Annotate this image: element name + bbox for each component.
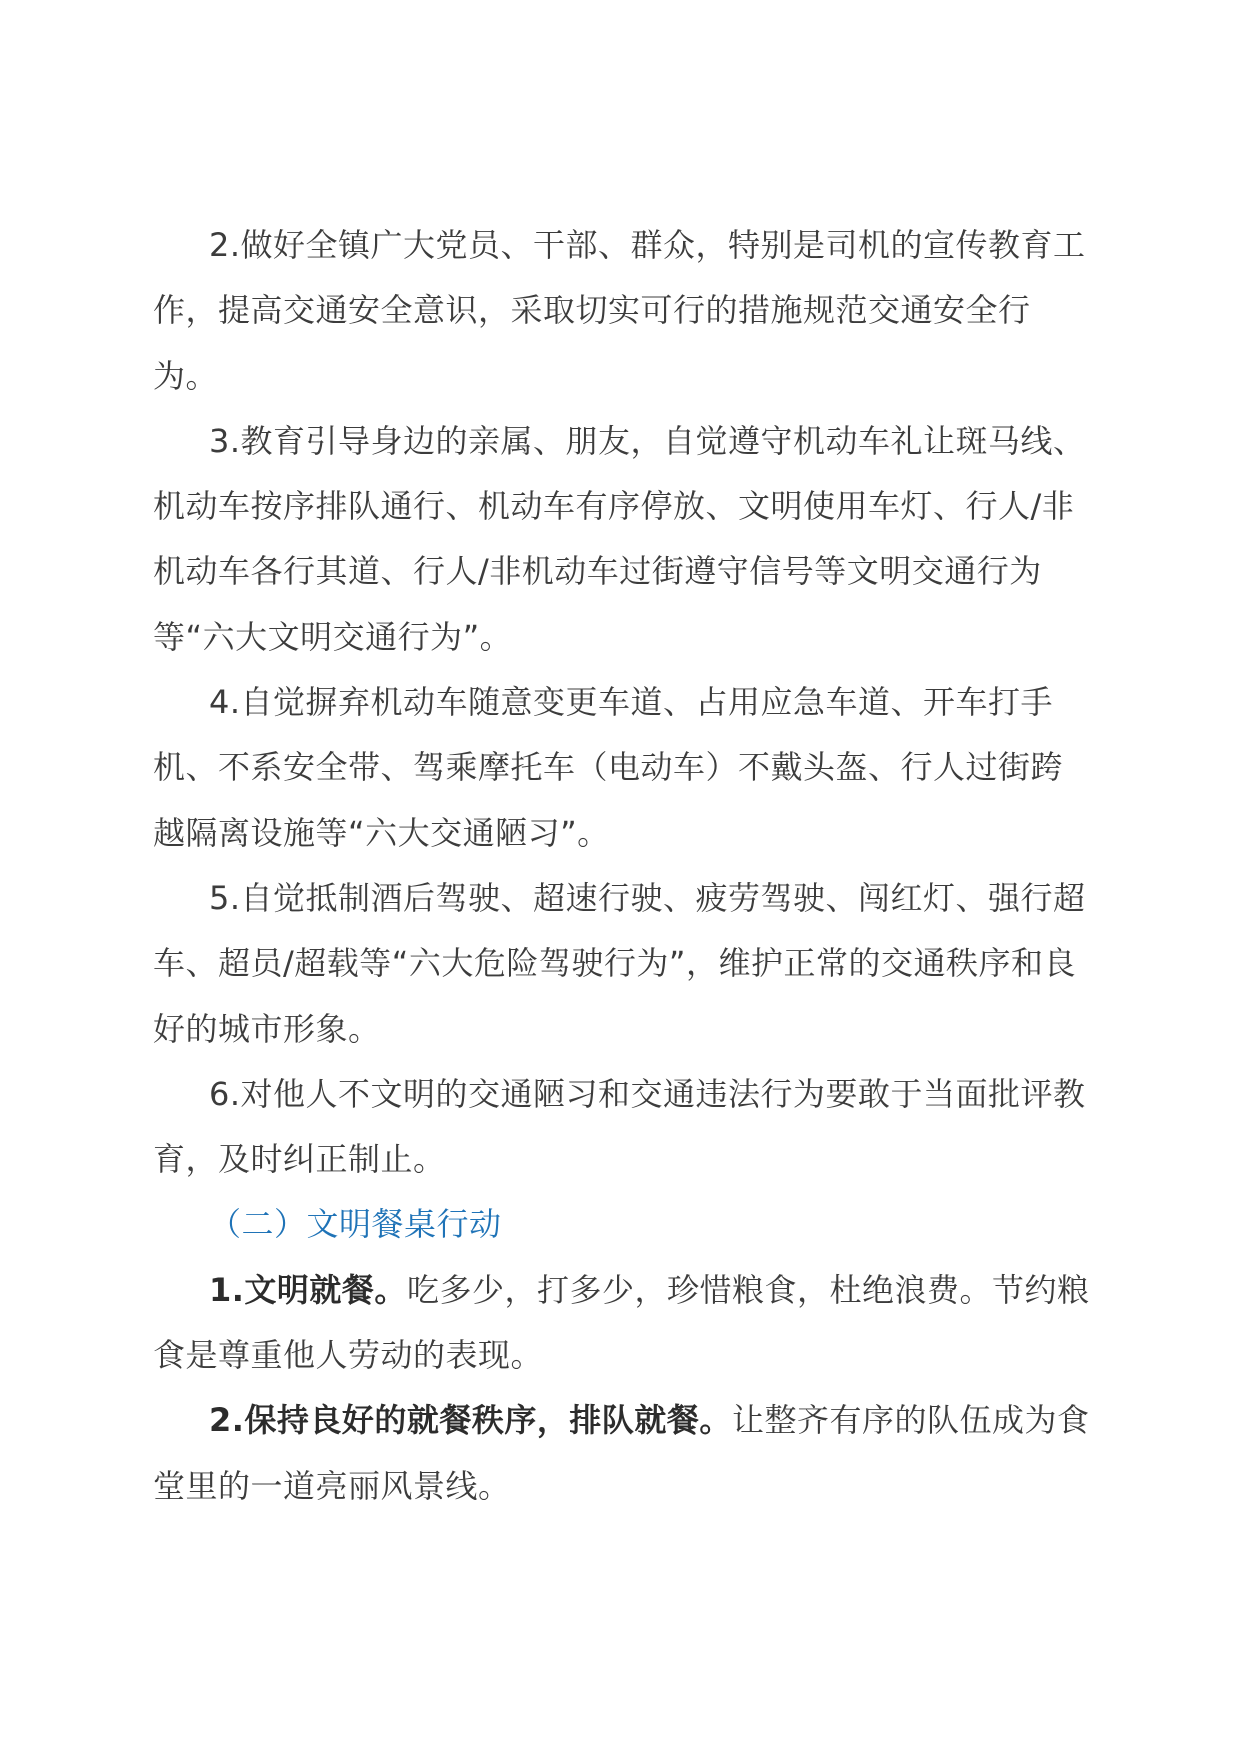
dining-item-1-title: 1.文明就餐。: [209, 1270, 407, 1309]
dining-item-2: [153, 1388, 1093, 1519]
dining-item-1-text: 吃多少，打多少，珍惜粮食，杜绝浪费。节约粮食是尊重他人劳动的表现。: [153, 1270, 1090, 1375]
paragraph-5: 5.自觉抵制酒后驾驶、超速行驶、疲劳驾驶、闯红灯、强行超车、超员/超载等“六大危险驾驶行为”，维护正常的交通秩序和良好的城市形象。: [153, 878, 1086, 1048]
paragraph-3: 3.教育引导身边的亲属、朋友，自觉遵守机动车礼让斑马线、机动车按序排队通行、机动车有序停放、文明使用车灯、行人/非机动车各行其道、行人/非机动车过街遵守信号等文明交通行为等“六大文明交通行为”。: [153, 421, 1086, 656]
dining-item-1: [153, 1258, 1093, 1389]
document-page: [153, 213, 1093, 1519]
dining-item-2-text: 让整齐有序的队伍成为食堂里的一道亮丽风景线。: [153, 1401, 1090, 1505]
paragraph-2: 2.做好全镇广大党员、干部、群众，特别是司机的宣传教育工作，提高交通安全意识，采取切实可行的措施规范交通安全行为。: [153, 226, 1086, 395]
section-heading: （二）文明餐桌行动: [209, 1205, 502, 1244]
paragraph-4: 4.自觉摒弃机动车随意变更车道、占用应急车道、开车打手机、不系安全带、驾乘摩托车（电动车）不戴头盔、行人过街跨越隔离设施等“六大交通陋习”。: [153, 683, 1064, 852]
paragraph-6: 6.对他人不文明的交通陋习和交通违法行为要敢于当面批评教育，及时纠正制止。: [153, 1074, 1086, 1179]
dining-item-2-title: 2.保持良好的就餐秩序，排队就餐。: [209, 1401, 732, 1440]
